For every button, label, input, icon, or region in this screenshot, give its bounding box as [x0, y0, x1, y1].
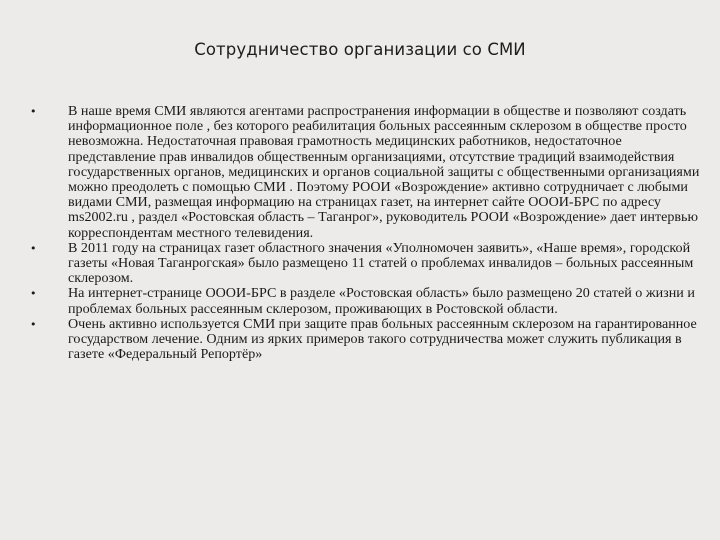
bullet-text: Очень активно используется СМИ при защите прав больных рассеянным склерозом на гарантированное государством лечение. Одним из ярких примеров такого сотрудничества может служить публикация в газете «Федеральный Репортёр» — [68, 315, 697, 363]
bullet-dot-icon: • — [30, 105, 37, 118]
bullet-text: На интернет-странице ОООИ-БРС в разделе «Ростовская область» было размещено 20 статей о жизни и проблемах больных рассеянным склерозом, проживающих в Ростовской области. — [68, 285, 695, 317]
slide-title: Сотрудничество организации со СМИ — [194, 40, 526, 59]
bullet-list — [30, 104, 702, 362]
bullet-item — [30, 317, 702, 363]
bullet-text: В наше время СМИ являются агентами распространения информации в обществе и позволяют создать информационное поле , без которого реабилитация больных рассеянным склерозом в обществе просто невозможна. Недостаточная правовая грамотность медицинских работников, недостаточное представление прав инвалидов общественным организациями, отсутствие традиций взаимодействия государственных органов, медицинских и органов социальной защиты с общественными организациями можно преодолеть с помощью СМИ . Поэтому РООИ «Возрождение» активно сотрудничает с любыми видами СМИ, размещая информацию на страницах газет, на интернет сайте ОООИ-БРС по адресу ms2002.ru , раздел «Ростовская область – Таганрог», руководитель РООИ «Возрождение» дает интервью корреспондентам местного телевидения. — [68, 103, 700, 241]
bullet-item — [30, 286, 702, 316]
bullet-dot-icon: • — [30, 241, 37, 255]
bullet-item — [30, 104, 702, 241]
bullet-dot-icon: • — [30, 317, 37, 331]
bullet-text: В 2011 году на страницах газет областного значения «Уполномочен заявить», «Наше время», городской газеты «Новая Таганрогская» было размещено 11 статей о проблемах инвалидов – больных рассеянным склерозом. — [68, 239, 694, 287]
bullet-item — [30, 241, 702, 287]
bullet-dot-icon: • — [30, 287, 37, 301]
